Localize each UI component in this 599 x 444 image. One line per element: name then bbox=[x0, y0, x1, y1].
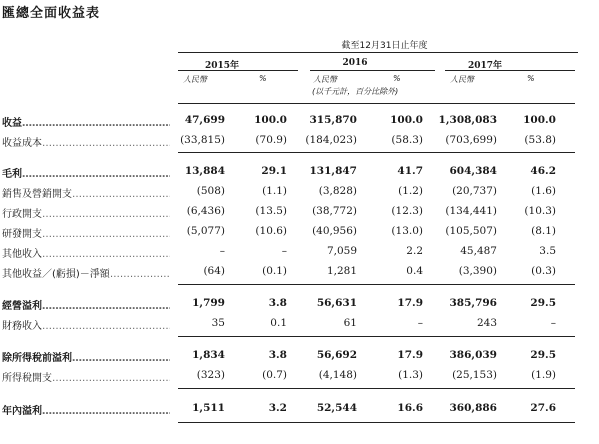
cell-2015-pct: – bbox=[281, 245, 287, 257]
period-header: 截至12月31日止年度 bbox=[341, 41, 428, 51]
table-row bbox=[0, 245, 599, 261]
row-label: 收益 ……………………………………………………………………… bbox=[2, 114, 170, 129]
cell-2016-rmb: 1,281 bbox=[326, 265, 357, 277]
year-underline-2015 bbox=[178, 70, 298, 71]
table-row bbox=[0, 349, 599, 365]
subtotal-rule bbox=[178, 388, 575, 389]
cell-2017-rmb: 45,487 bbox=[460, 245, 497, 257]
cell-2016-pct: 41.7 bbox=[397, 165, 423, 177]
row-label: 財務收入 ……………………………………………………………………… bbox=[2, 317, 170, 332]
cell-2016-pct: (12.3) bbox=[391, 205, 423, 217]
unit-rmb-2017: 人民幣 bbox=[450, 75, 474, 84]
cell-2017-rmb: 385,796 bbox=[449, 297, 497, 309]
cell-2016-rmb: 56,692 bbox=[316, 349, 357, 361]
cell-2016-rmb: (38,772) bbox=[312, 205, 357, 217]
cell-2015-rmb: (5,077) bbox=[186, 225, 225, 237]
cell-2017-pct: 29.5 bbox=[530, 297, 556, 309]
table-row bbox=[0, 317, 599, 333]
cell-2017-rmb: (703,699) bbox=[445, 134, 497, 146]
row-label: 除所得稅前溢利 ……………………………………………………………………… bbox=[2, 349, 170, 364]
cell-2015-pct: 100.0 bbox=[254, 114, 287, 126]
cell-2015-rmb: 47,699 bbox=[184, 114, 225, 126]
cell-2015-rmb: (33,815) bbox=[180, 134, 225, 146]
cell-2016-pct: 17.9 bbox=[397, 349, 423, 361]
unit-pct-2015: % bbox=[259, 74, 267, 83]
cell-2015-pct: 3.2 bbox=[268, 402, 287, 414]
cell-2017-rmb: 604,384 bbox=[449, 165, 497, 177]
cell-2015-pct: 29.1 bbox=[261, 165, 287, 177]
unit-pct-2017: % bbox=[527, 74, 535, 83]
year-underline-2016 bbox=[310, 70, 435, 71]
row-label: 研發開支 ……………………………………………………………………… bbox=[2, 225, 170, 240]
cell-2016-pct: 17.9 bbox=[397, 297, 423, 309]
cell-2015-rmb: – bbox=[219, 245, 225, 257]
cell-2015-pct: (1.1) bbox=[262, 185, 287, 197]
cell-2017-pct: 27.6 bbox=[530, 402, 556, 414]
cell-2015-rmb: (323) bbox=[196, 369, 225, 381]
cell-2016-pct: (58.3) bbox=[391, 134, 423, 146]
cell-2017-pct: (53.8) bbox=[524, 134, 556, 146]
table-row bbox=[0, 225, 599, 241]
cell-2015-pct: (0.7) bbox=[262, 369, 287, 381]
table-row bbox=[0, 402, 599, 418]
year-underline-2017 bbox=[445, 70, 575, 71]
cell-2017-pct: 29.5 bbox=[530, 349, 556, 361]
cell-2015-rmb: (6,436) bbox=[186, 205, 225, 217]
cell-2015-rmb: 1,511 bbox=[192, 402, 225, 414]
year-header-2017: 2017年 bbox=[467, 61, 503, 71]
table-row bbox=[0, 265, 599, 281]
cell-2016-rmb: 7,059 bbox=[326, 245, 357, 257]
cell-2016-pct: 16.6 bbox=[397, 402, 423, 414]
table-row bbox=[0, 369, 599, 385]
subtotal-rule bbox=[178, 336, 575, 337]
cell-2016-rmb: 315,870 bbox=[309, 114, 357, 126]
year-header-2015: 2015年 bbox=[204, 61, 240, 71]
cell-2015-rmb: 13,884 bbox=[184, 165, 225, 177]
total-rule bbox=[178, 422, 575, 423]
cell-2017-pct: (8.1) bbox=[531, 225, 556, 237]
cell-2016-pct: (1.3) bbox=[398, 369, 423, 381]
table-row bbox=[0, 165, 599, 181]
row-label: 經營溢利 ……………………………………………………………………… bbox=[2, 297, 170, 312]
cell-2017-rmb: (134,441) bbox=[445, 205, 497, 217]
subtotal-rule bbox=[178, 284, 575, 285]
cell-2015-pct: (70.9) bbox=[255, 134, 287, 146]
cell-2015-rmb: (508) bbox=[196, 185, 225, 197]
unit-rmb-2015: 人民幣 bbox=[183, 75, 207, 84]
year-header-2016: 2016 bbox=[342, 58, 368, 68]
table-row bbox=[0, 297, 599, 313]
row-label: 其他收入 ……………………………………………………………………… bbox=[2, 245, 170, 260]
cell-2016-rmb: 56,631 bbox=[316, 297, 357, 309]
row-label: 毛利 ……………………………………………………………………… bbox=[2, 165, 170, 180]
cell-2016-rmb: 131,847 bbox=[309, 165, 357, 177]
cell-2015-rmb: 35 bbox=[211, 317, 225, 329]
unit-rmb-2016: 人民幣 bbox=[313, 75, 337, 84]
cell-2017-rmb: 243 bbox=[476, 317, 497, 329]
cell-2015-pct: (10.6) bbox=[255, 225, 287, 237]
row-label: 收益成本 ……………………………………………………………………… bbox=[2, 134, 170, 149]
unit-note: (以千元計，百分比除外) bbox=[312, 87, 399, 96]
table-row bbox=[0, 134, 599, 150]
cell-2017-pct: 46.2 bbox=[530, 165, 556, 177]
cell-2015-rmb: 1,799 bbox=[192, 297, 225, 309]
row-label: 所得稅開支 ……………………………………………………………………… bbox=[2, 369, 170, 384]
table-row bbox=[0, 185, 599, 201]
cell-2017-rmb: (20,737) bbox=[452, 185, 497, 197]
cell-2016-pct: 2.2 bbox=[406, 245, 423, 257]
cell-2017-rmb: (25,153) bbox=[452, 369, 497, 381]
cell-2017-pct: – bbox=[550, 317, 556, 329]
cell-2017-rmb: (3,390) bbox=[458, 265, 497, 277]
cell-2015-pct: 3.8 bbox=[268, 349, 287, 361]
cell-2016-rmb: (184,023) bbox=[305, 134, 357, 146]
cell-2017-pct: (0.3) bbox=[531, 265, 556, 277]
cell-2016-rmb: (40,956) bbox=[312, 225, 357, 237]
cell-2017-pct: (10.3) bbox=[524, 205, 556, 217]
cell-2017-rmb: 360,886 bbox=[449, 402, 497, 414]
header-rule bbox=[178, 103, 575, 104]
cell-2017-pct: 3.5 bbox=[539, 245, 556, 257]
cell-2016-rmb: (4,148) bbox=[318, 369, 357, 381]
cell-2017-pct: (1.9) bbox=[531, 369, 556, 381]
cell-2015-pct: (0.1) bbox=[262, 265, 287, 277]
cell-2016-pct: (1.2) bbox=[398, 185, 423, 197]
cell-2015-pct: 0.1 bbox=[270, 317, 287, 329]
period-underline bbox=[178, 52, 578, 53]
cell-2016-pct: 100.0 bbox=[390, 114, 423, 126]
cell-2017-pct: 100.0 bbox=[523, 114, 556, 126]
cell-2017-rmb: 1,308,083 bbox=[438, 114, 497, 126]
cell-2017-pct: (1.6) bbox=[531, 185, 556, 197]
cell-2017-rmb: (105,507) bbox=[445, 225, 497, 237]
cell-2016-pct: – bbox=[417, 317, 423, 329]
subtotal-rule bbox=[178, 152, 575, 153]
cell-2015-rmb: (64) bbox=[203, 265, 225, 277]
cell-2016-rmb: 52,544 bbox=[316, 402, 357, 414]
table-row bbox=[0, 114, 599, 130]
row-label: 銷售及營銷開支 ……………………………………………………………………… bbox=[2, 185, 170, 200]
statement-title: 匯總全面收益表 bbox=[2, 6, 101, 21]
row-label: 年內溢利 ……………………………………………………………………… bbox=[2, 402, 170, 417]
cell-2015-rmb: 1,834 bbox=[192, 349, 225, 361]
cell-2015-pct: 3.8 bbox=[268, 297, 287, 309]
unit-pct-2016: % bbox=[393, 74, 401, 83]
cell-2016-pct: 0.4 bbox=[406, 265, 423, 277]
cell-2016-rmb: (3,828) bbox=[318, 185, 357, 197]
row-label: 行政開支 ……………………………………………………………………… bbox=[2, 205, 170, 220]
row-label: 其他收益／(虧損)－淨額 ……………………………………………………………………… bbox=[2, 265, 170, 280]
cell-2016-rmb: 61 bbox=[343, 317, 357, 329]
cell-2017-rmb: 386,039 bbox=[449, 349, 497, 361]
table-row bbox=[0, 205, 599, 221]
cell-2016-pct: (13.0) bbox=[391, 225, 423, 237]
cell-2015-pct: (13.5) bbox=[255, 205, 287, 217]
